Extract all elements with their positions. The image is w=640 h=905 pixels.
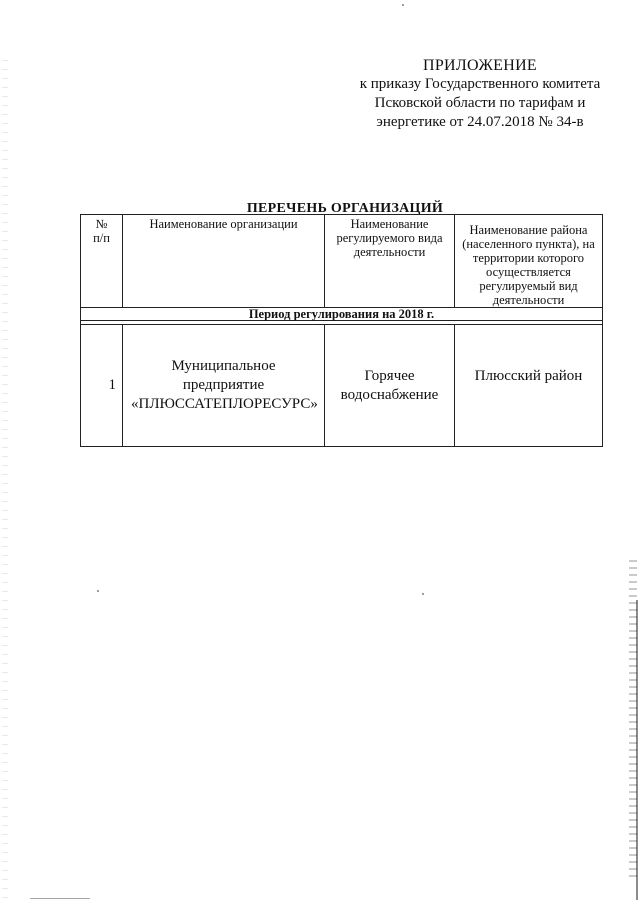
- appendix-line-2: Псковской области по тарифам и: [374, 95, 586, 111]
- appendix-line-1: к приказу Государственного комитета: [359, 76, 601, 92]
- scan-dot: [422, 593, 424, 595]
- table-header-row: [81, 215, 603, 308]
- scan-mark-bottom: [30, 898, 90, 899]
- row-district: Плюсский район: [455, 325, 603, 447]
- col-header-org: Наименование организации: [123, 215, 325, 308]
- period-label: Период регулирования на 2018 г.: [81, 308, 603, 321]
- organizations-table: [80, 214, 603, 447]
- scan-dot: [402, 4, 404, 6]
- col-header-num: № п/п: [81, 215, 123, 308]
- scan-edge-left: [2, 60, 8, 900]
- scan-dot: [97, 590, 99, 592]
- scan-edge-line: [636, 600, 638, 900]
- appendix-title: ПРИЛОЖЕНИЕ: [422, 57, 537, 74]
- row-activity: Горячее водоснабжение: [325, 325, 455, 447]
- list-title: ПЕРЕЧЕНЬ ОРГАНИЗАЦИЙ: [246, 201, 444, 216]
- table-row: [81, 325, 603, 447]
- period-row: [81, 308, 603, 321]
- col-header-district: Наименование района (населенного пункта), на территории которого осуществляется регулируемый вид деятельности: [455, 215, 603, 308]
- row-organization: Муниципальное предприятие «ПЛЮССАТЕПЛОРЕСУРС»: [123, 325, 325, 447]
- row-number: 1: [81, 325, 123, 447]
- appendix-line-3: энергетике от 24.07.2018 № 34-в: [376, 114, 584, 130]
- appendix-header: [340, 56, 620, 132]
- col-header-activity: Наименование регулируемого вида деятельности: [325, 215, 455, 308]
